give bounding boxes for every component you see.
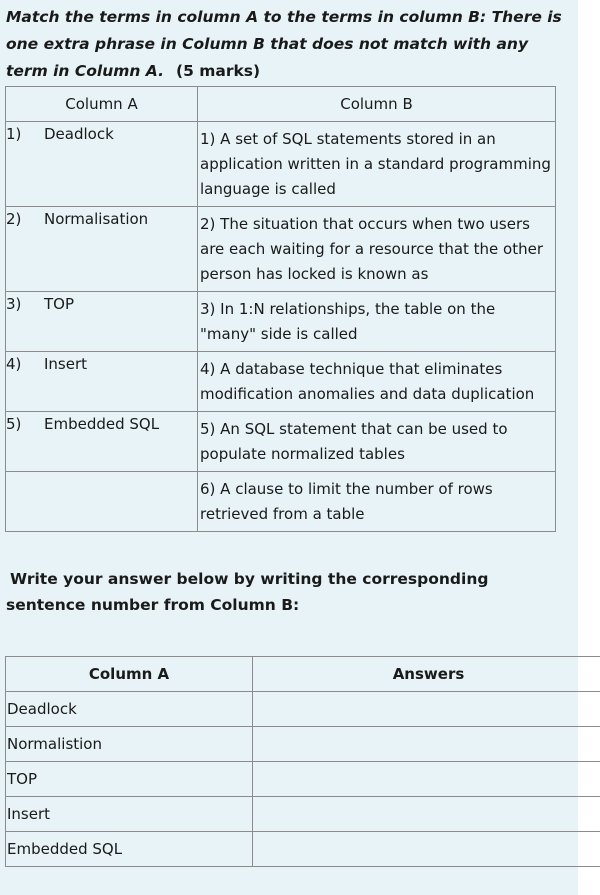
term-text: Deadlock [44,125,114,143]
answer-term: Deadlock [6,692,253,727]
term-cell [6,412,198,472]
term-number: 1) [6,125,22,143]
table-row [6,412,556,472]
term-number: 4) [6,355,22,373]
table-row [6,472,556,532]
answer-cell[interactable] [253,832,600,867]
answer-cell[interactable] [253,762,600,797]
description-cell: 6) A clause to limit the number of rows retrieved from a table [198,472,556,532]
matching-table [5,86,556,532]
table-row [6,122,556,207]
table-row [6,832,600,867]
instructions-text: Match the terms in column A to the terms in column B: There is one extra phrase in Column B that does not match with any term in Column A. [6,8,562,80]
answer-header-row [6,657,600,692]
description-cell: 1) A set of SQL statements stored in an application written in a standard programming language is called [198,122,556,207]
answer-prompt: Write your answer below by writing the corresponding sentence number from Column B: [6,570,489,614]
table-row [6,207,556,292]
term-number: 2) [6,210,22,228]
term-cell [6,352,198,412]
term-text: Normalisation [44,210,149,228]
answer-term: Embedded SQL [6,832,253,867]
column-b-header: Column B [198,87,556,122]
table-row [6,727,600,762]
answer-table [5,656,600,867]
term-text: Embedded SQL [44,415,160,433]
matching-header-row [6,87,556,122]
table-row [6,797,600,832]
table-row [6,352,556,412]
term-cell [6,122,198,207]
answers-header: Answers [253,657,600,692]
column-a-header: Column A [6,87,198,122]
description-cell: 4) A database technique that eliminates modification anomalies and data duplication [198,352,556,412]
term-cell [6,207,198,292]
table-row [6,762,600,797]
description-cell: 2) The situation that occurs when two users are each waiting for a resource that the other person has locked is known as [198,207,556,292]
term-number: 3) [6,295,22,313]
term-text: TOP [44,295,75,313]
term-text: Insert [44,355,88,373]
answer-term: Insert [6,797,253,832]
marks-label: (5 marks) [175,62,261,80]
answer-cell[interactable] [253,692,600,727]
table-row [6,692,600,727]
term-cell-empty [6,472,198,532]
instructions [6,4,574,85]
answer-term: Normalistion [6,727,253,762]
term-number: 5) [6,415,22,433]
answer-cell[interactable] [253,727,600,762]
answer-term: TOP [6,762,253,797]
answer-column-a-header: Column A [6,657,253,692]
description-cell: 5) An SQL statement that can be used to populate normalized tables [198,412,556,472]
table-row [6,292,556,352]
answer-cell[interactable] [253,797,600,832]
description-cell: 3) In 1:N relationships, the table on the "many" side is called [198,292,556,352]
term-cell [6,292,198,352]
